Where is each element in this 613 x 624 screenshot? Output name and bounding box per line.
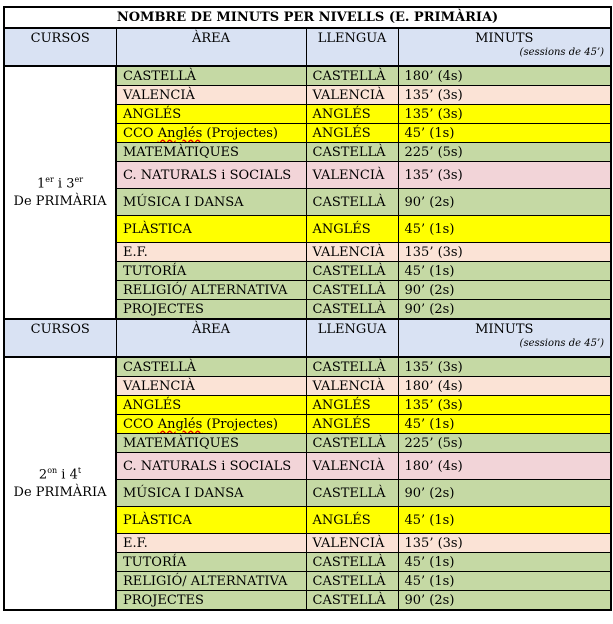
area-cell: MATEMÀTIQUES xyxy=(116,434,306,453)
area-cell: C. NATURALS i SOCIALS xyxy=(116,453,306,480)
minuts-cell: 90’ (2s) xyxy=(398,189,611,216)
course-a-number: 2 xyxy=(38,466,48,482)
area-cell: PLÀSTICA xyxy=(116,507,306,534)
llengua-cell: ANGLÉS xyxy=(306,396,398,415)
header-llengua: LLENGUA xyxy=(306,28,398,66)
llengua-cell: CASTELLÀ xyxy=(306,553,398,572)
minuts-cell: 135’ (3s) xyxy=(398,357,611,377)
area-cell: PROJECTES xyxy=(116,591,306,611)
area-cell: E.F. xyxy=(116,243,306,262)
llengua-cell: ANGLÉS xyxy=(306,105,398,124)
minuts-cell: 45’ (1s) xyxy=(398,415,611,434)
area-text-post: (Projectes) xyxy=(202,416,278,432)
llengua-cell: VALENCIÀ xyxy=(306,377,398,396)
course-line-2: De PRIMÀRIA xyxy=(13,194,107,210)
group-1-body xyxy=(4,66,611,319)
area-cell: CASTELLÀ xyxy=(116,357,306,377)
table-row xyxy=(4,357,611,377)
minuts-cell: 90’ (2s) xyxy=(398,281,611,300)
llengua-cell: VALENCIÀ xyxy=(306,534,398,553)
header-area: ÀREA xyxy=(116,28,306,66)
course-label xyxy=(4,357,116,610)
minuts-cell: 45’ (1s) xyxy=(398,124,611,143)
minuts-cell: 225’ (5s) xyxy=(398,143,611,162)
llengua-cell: VALENCIÀ xyxy=(306,86,398,105)
area-text-pre: CCO xyxy=(123,125,158,141)
llengua-cell: CASTELLÀ xyxy=(306,572,398,591)
course-label xyxy=(4,66,116,319)
area-cell: ANGLÉS xyxy=(116,105,306,124)
header-minuts-label: MINUTS xyxy=(475,31,534,46)
minuts-cell: 180’ (4s) xyxy=(398,66,611,86)
table-title: NOMBRE DE MINUTS PER NIVELLS (E. PRIMÀRIA) xyxy=(4,7,611,28)
course-a-suffix: er xyxy=(45,174,54,184)
course-b-suffix: t xyxy=(77,465,82,475)
area-cell: TUTORÍA xyxy=(116,553,306,572)
minuts-cell: 45’ (1s) xyxy=(398,572,611,591)
area-cell: MÚSICA I DANSA xyxy=(116,480,306,507)
area-cell: MATEMÀTIQUES xyxy=(116,143,306,162)
header-cursos: CURSOS xyxy=(4,28,116,66)
header-minuts-sub-2: (sessions de 45’) xyxy=(519,338,605,349)
course-line-1 xyxy=(11,174,109,194)
area-cell: TUTORÍA xyxy=(116,262,306,281)
area-text-underlined: Anglés xyxy=(157,416,203,432)
course-line-1 xyxy=(11,465,109,485)
llengua-cell: VALENCIÀ xyxy=(306,162,398,189)
minuts-cell: 135’ (3s) xyxy=(398,105,611,124)
table-row xyxy=(4,66,611,86)
area-text-pre: CCO xyxy=(123,416,158,432)
minuts-cell: 135’ (3s) xyxy=(398,243,611,262)
llengua-cell: VALENCIÀ xyxy=(306,243,398,262)
area-cell: MÚSICA I DANSA xyxy=(116,189,306,216)
llengua-cell: CASTELLÀ xyxy=(306,66,398,86)
area-text-underlined: Anglés xyxy=(157,125,203,141)
course-b-number: 3 xyxy=(66,175,75,191)
area-cell: VALENCIÀ xyxy=(116,86,306,105)
header-minuts xyxy=(398,28,611,66)
course-line-2: De PRIMÀRIA xyxy=(13,485,107,501)
llengua-cell: CASTELLÀ xyxy=(306,357,398,377)
course-join: i xyxy=(57,466,70,482)
header-minuts-2 xyxy=(398,319,611,357)
area-text-post: (Projectes) xyxy=(202,125,278,141)
llengua-cell: CASTELLÀ xyxy=(306,591,398,611)
area-cell: ANGLÉS xyxy=(116,396,306,415)
minuts-cell: 135’ (3s) xyxy=(398,162,611,189)
header-row-1 xyxy=(4,28,611,66)
course-b-suffix: er xyxy=(74,174,84,184)
llengua-cell: CASTELLÀ xyxy=(306,300,398,320)
llengua-cell: CASTELLÀ xyxy=(306,262,398,281)
group-2-body xyxy=(4,357,611,610)
course-a-suffix: on xyxy=(47,465,58,475)
area-cell: E.F. xyxy=(116,534,306,553)
minuts-cell: 90’ (2s) xyxy=(398,300,611,320)
minuts-cell: 135’ (3s) xyxy=(398,534,611,553)
area-cell xyxy=(116,415,306,434)
header-area-2: ÀREA xyxy=(116,319,306,357)
area-cell: PLÀSTICA xyxy=(116,216,306,243)
area-cell: PROJECTES xyxy=(116,300,306,320)
course-a-number: 1 xyxy=(36,175,46,191)
minuts-cell: 45’ (1s) xyxy=(398,262,611,281)
area-cell: C. NATURALS i SOCIALS xyxy=(116,162,306,189)
llengua-cell: ANGLÉS xyxy=(306,216,398,243)
minuts-cell: 180’ (4s) xyxy=(398,453,611,480)
llengua-cell: CASTELLÀ xyxy=(306,434,398,453)
llengua-cell: CASTELLÀ xyxy=(306,480,398,507)
minuts-cell: 90’ (2s) xyxy=(398,591,611,611)
llengua-cell: VALENCIÀ xyxy=(306,453,398,480)
course-join: i xyxy=(53,175,67,191)
minuts-cell: 135’ (3s) xyxy=(398,86,611,105)
area-cell xyxy=(116,124,306,143)
header-minuts-label-2: MINUTS xyxy=(475,322,534,337)
course-b-number: 4 xyxy=(69,466,78,482)
minutes-table xyxy=(3,6,612,611)
header-minuts-sub: (sessions de 45’) xyxy=(519,47,605,58)
llengua-cell: ANGLÉS xyxy=(306,415,398,434)
llengua-cell: CASTELLÀ xyxy=(306,189,398,216)
area-cell: RELIGIÓ/ ALTERNATIVA xyxy=(116,572,306,591)
header-row-2 xyxy=(4,319,611,357)
title-row xyxy=(4,7,611,28)
header-llengua-2: LLENGUA xyxy=(306,319,398,357)
minutes-table-container xyxy=(3,6,610,611)
llengua-cell: ANGLÉS xyxy=(306,124,398,143)
minuts-cell: 45’ (1s) xyxy=(398,553,611,572)
llengua-cell: CASTELLÀ xyxy=(306,143,398,162)
minuts-cell: 135’ (3s) xyxy=(398,396,611,415)
llengua-cell: CASTELLÀ xyxy=(306,281,398,300)
minuts-cell: 45’ (1s) xyxy=(398,507,611,534)
minuts-cell: 45’ (1s) xyxy=(398,216,611,243)
area-cell: CASTELLÀ xyxy=(116,66,306,86)
header-cursos-2: CURSOS xyxy=(4,319,116,357)
minuts-cell: 225’ (5s) xyxy=(398,434,611,453)
area-cell: VALENCIÀ xyxy=(116,377,306,396)
area-cell: RELIGIÓ/ ALTERNATIVA xyxy=(116,281,306,300)
minuts-cell: 90’ (2s) xyxy=(398,480,611,507)
llengua-cell: ANGLÉS xyxy=(306,507,398,534)
minuts-cell: 180’ (4s) xyxy=(398,377,611,396)
